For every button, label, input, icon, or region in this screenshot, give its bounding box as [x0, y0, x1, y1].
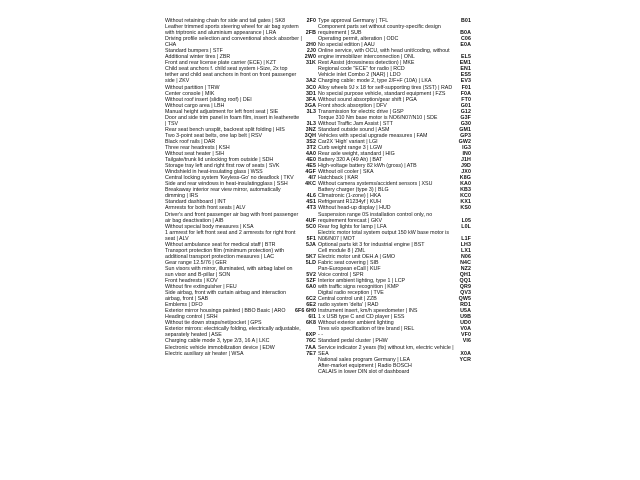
option-code: G30: [460, 120, 471, 127]
option-code: LX1: [460, 247, 471, 254]
option-description: Rear fog lights for lamp | LFA: [318, 223, 387, 230]
option-description: Digital radio reception | TVE: [318, 290, 384, 297]
option-description: Armrests for both front seats | ALV: [165, 205, 246, 212]
option-description: Charging cable: mode 2, type 2/F+F (10A) | LKA: [318, 78, 432, 85]
option-description: Charging cable mode 3, type 2/3, 16 A | LKC: [165, 338, 270, 345]
option-code: 4E0: [306, 157, 316, 164]
option-description: Without roof insert (sliding roof) | DEI: [165, 96, 252, 103]
option-description: Leather trimmed sports steering wheel for air bag system with triptronic and aluminium appearance | LRA: [165, 24, 299, 37]
option-description: High-voltage battery 82 kWh (gross) | ATB: [318, 163, 417, 170]
option-code: EL5: [460, 54, 471, 61]
option-row: [165, 266, 316, 278]
option-description: Front headrests | KOV: [165, 278, 218, 285]
option-code: 4T3: [306, 205, 316, 212]
option-code: QQ1: [459, 278, 471, 285]
option-description: Online service, with OCU, with head unit/coding, without engine immobilizer interconnection | ONL: [318, 48, 450, 61]
option-code: 5JA: [305, 241, 316, 248]
option-row: [165, 115, 316, 127]
option-code: 4GF: [305, 169, 316, 176]
option-row: [165, 187, 316, 199]
option-code: LH3: [460, 241, 471, 248]
option-code: 3S2: [306, 138, 316, 145]
option-description: Driving profile selection and conventional shock absorber | CHA: [165, 36, 302, 49]
option-description: Standard dashboard | INT: [165, 199, 226, 206]
option-description: Vehicle inlet Combo 2 (NAR) | LDO: [318, 72, 401, 79]
option-row: [165, 290, 316, 302]
option-description: Car2X 'High' variant | LGI: [318, 138, 378, 145]
option-code: 76C: [305, 338, 316, 345]
option-code: KB3: [460, 187, 471, 194]
option-description: Central locking system 'Keyless-Go' no deadlock | TKV: [165, 175, 294, 182]
option-description: Sun visors with mirror, illuminated, with airbag label on sun visor and B-pillar | SON: [165, 265, 293, 278]
option-description: No special edition | AAU: [318, 42, 375, 49]
option-description: Battery 320 A (49 Ah) | BAT: [318, 157, 383, 164]
option-code: 2F0: [306, 18, 316, 24]
option-description: Pan-European eCall | KUF: [318, 265, 381, 272]
option-description: - -: [318, 332, 323, 339]
option-code: 6F6 6H0: [294, 308, 316, 315]
option-description: Suspension range 0S installation control only, no requirement forecast | GKV: [318, 211, 433, 224]
option-description: Without exterior ambient lighting: [318, 320, 394, 327]
option-description: Breakaway interior rear view mirror, automatically dimming | IRS: [165, 187, 281, 200]
option-code: 2H0: [305, 42, 316, 49]
option-code: J1H: [460, 157, 471, 164]
option-code: N4C: [460, 259, 471, 266]
option-code: QH1: [459, 271, 471, 278]
option-code: U9B: [460, 314, 471, 321]
option-description: Without special body measures | KSA: [165, 223, 254, 230]
option-description: Front shock absorption | DFV: [318, 102, 387, 109]
option-description: Driver's and front passenger air bag with front passenger air bag deactivation | AIB: [165, 211, 299, 224]
option-row: [318, 48, 471, 60]
option-code: 2J0: [306, 48, 316, 55]
option-code: VI6: [462, 338, 471, 345]
option-description: Interior ambient lighting, type 1 | LCP: [318, 278, 406, 285]
option-code: 3T2: [306, 144, 316, 151]
option-description: Fabric seat covering | SIB: [318, 259, 379, 266]
option-code: EN1: [460, 66, 471, 73]
option-description: Central control unit | ZZB: [318, 296, 377, 303]
option-description: Without ambulance seat for medical staff | BTR: [165, 241, 276, 248]
option-description: Electronic vehicle immobilization device | EDW: [165, 344, 275, 351]
option-description: Without head-up display | HUD: [318, 205, 391, 212]
option-code: 7E7: [306, 350, 316, 357]
option-description: Standard outside sound | ASM: [318, 126, 390, 133]
option-code: KX1: [460, 199, 471, 206]
option-description: Instrument insert, km/h speedometer | INS: [318, 308, 418, 315]
option-code: 3QH: [304, 132, 316, 139]
option-code: 3C0: [305, 84, 316, 91]
option-row: [165, 248, 316, 260]
option-code: 2FB: [305, 30, 316, 37]
option-description: Center console | MIK: [165, 90, 215, 97]
option-code: 5ZF: [306, 278, 316, 285]
option-row: [165, 326, 316, 338]
option-code: 4I7: [308, 175, 316, 182]
option-description: Transmission for electric drive | GSP: [318, 108, 404, 115]
option-code: 4S1: [306, 199, 316, 206]
option-description: Front and rear license plate carrier (ECE) | KZT: [165, 60, 277, 67]
option-code: KS0: [460, 205, 471, 212]
option-description: Side and rear windows in heat-insulatingglass | SSH: [165, 181, 288, 188]
option-code: IG3: [462, 144, 471, 151]
option-code: F01: [461, 84, 471, 91]
option-code: GW2: [458, 138, 471, 145]
option-description: CALAIS in lower DIN slot of dashboard: [318, 368, 410, 375]
option-code: 6K8: [305, 320, 316, 327]
option-description: Tires w/o specification of tire brand | REL: [318, 326, 415, 333]
option-description: Emblems | DFO: [165, 302, 203, 309]
option-description: with traffic signs recognition | KMP: [318, 284, 399, 291]
option-description: Optional parts kit 3 for industrial engine | BST: [318, 241, 425, 248]
option-row: [165, 24, 316, 36]
option-code: E0A: [460, 42, 471, 49]
option-description: Three rear headrests | KSH: [165, 144, 230, 151]
option-description: Standard pedal cluster | PHW: [318, 338, 388, 345]
option-code: 6C2: [305, 296, 316, 303]
option-code: NZ2: [460, 265, 471, 272]
option-description: Exterior mirrors: electrically folding, electrically adjustable, separately heated | ASE: [165, 326, 301, 339]
option-code: QR9: [459, 284, 471, 291]
option-code: 4E5: [306, 163, 316, 170]
option-description: Standard bumpers | STF: [165, 48, 223, 55]
option-row: [318, 212, 471, 224]
option-description: Climatronic (1-zone) | HKA: [318, 193, 381, 200]
option-description: Rear axle weight, standard | HIG: [318, 151, 395, 158]
option-code: 5F1: [306, 235, 316, 242]
option-description: Vehicles with special upgrade measures | FAM: [318, 132, 428, 139]
option-code: 4KC: [305, 181, 316, 188]
option-row: [165, 230, 316, 242]
option-code: 4UF: [305, 217, 316, 224]
option-description: Without cargo area | LBH: [165, 102, 225, 109]
option-code: 5V2: [306, 271, 316, 278]
option-description: Refrigerant R1234yf | KUH: [318, 199, 381, 206]
option-description: Without retaining chain for side and tail gates | SK8: [165, 18, 286, 24]
option-description: Windshield in heat-insulating glass | WSS: [165, 169, 263, 176]
option-code: 5K7: [305, 253, 316, 260]
option-description: Door and side trim panel in foam film, insert in leatherette | TSV: [165, 114, 300, 127]
option-code: VF0: [460, 332, 471, 339]
option-code: QW5: [458, 296, 471, 303]
option-description: Component parts set without country-specific design requirement | SUB: [318, 24, 441, 37]
option-code: G12: [460, 108, 471, 115]
option-code: 5C0: [305, 223, 316, 230]
option-code: 31K: [305, 60, 316, 67]
option-description: Voice control | SPR: [318, 271, 364, 278]
option-code: 6E2: [306, 302, 316, 309]
option-code: RD1: [460, 302, 471, 309]
option-description: Additional winter tires | ZBR: [165, 54, 231, 61]
option-code: B0A: [460, 30, 471, 37]
option-code: 3NZ: [305, 126, 316, 133]
option-row: [318, 345, 471, 357]
option-description: Tailgate/trunk lid unlocking from outside | SDH: [165, 157, 274, 164]
option-code: 6I1: [308, 314, 316, 321]
option-row: [318, 24, 471, 36]
option-description: No special purpose vehicle, standard equipment | FZS: [318, 90, 446, 97]
option-code: K8G: [459, 175, 471, 182]
option-code: 3L3: [306, 120, 316, 127]
option-code: IN0: [462, 151, 471, 158]
option-code: ES5: [460, 72, 471, 79]
option-code: GM1: [459, 126, 471, 133]
option-description: Without partition | TRW: [165, 84, 220, 91]
option-description: Heading control | SRH: [165, 314, 218, 321]
option-code: 3FA: [305, 96, 316, 103]
option-description: Torque 310 Nm base motor is NO6/N07/N10 | SDE: [318, 114, 438, 121]
option-description: Operating permit, alteration | ODC: [318, 36, 399, 43]
option-code: EV3: [460, 78, 471, 85]
option-description: Rest Assist (drowsiness detection) | MKE: [318, 60, 415, 67]
option-description: Cell module 8 | ZML: [318, 247, 366, 254]
option-code: 3L3: [306, 108, 316, 115]
option-description: Transport protection film (minimum protection) with additional transport protection measures | LAC: [165, 247, 285, 260]
option-description: Hatchback | KAR: [318, 175, 359, 182]
option-code: C06: [460, 36, 471, 43]
option-code: UD0: [460, 320, 471, 327]
option-description: Type approval Germany | TFL: [318, 18, 389, 24]
option-code: J9D: [460, 163, 471, 170]
option-description: After-market equipment | Radio BOSCH: [318, 362, 412, 369]
option-row: [318, 230, 471, 242]
option-code: 3A2: [305, 78, 316, 85]
option-description: Side airbag, front with curtain airbag and interaction airbag, front | SAB: [165, 290, 287, 303]
option-description: Black roof rails | DAR: [165, 138, 216, 145]
option-description: Two 3-point seat belts, one lap belt | RSV: [165, 132, 263, 139]
option-code: GP3: [460, 132, 471, 139]
option-code: G01: [460, 102, 471, 109]
option-description: Without tie down straps/net/pocket | GPS: [165, 320, 262, 327]
option-code: F0A: [460, 90, 471, 97]
option-description: 1 armrest for left front seat and 2 armrests for right front seat | ALV: [165, 229, 296, 242]
option-code: 7AA: [305, 344, 316, 351]
option-description: Without camera systems/accident sensors | XSU: [318, 181, 433, 188]
option-description: Gear range 12.5/76 | GER: [165, 259, 227, 266]
option-description: 1 x USB type C and CD player | ESS: [318, 314, 405, 321]
option-code: 5LD: [305, 259, 316, 266]
option-description: Without fire extinguisher | FEU: [165, 284, 237, 291]
option-description: Without seat heater | SIH: [165, 151, 225, 158]
option-description: Without sound absorption/gear shift | PGA: [318, 96, 417, 103]
option-code: JX0: [461, 169, 471, 176]
option-description: Without oil cooler | SKA: [318, 169, 374, 176]
option-row: [165, 212, 316, 224]
option-description: Service indicator 2 years (fix) without km, electric vehicle | SEA: [318, 344, 454, 357]
option-description: Electric auxiliary air heater | WSA: [165, 350, 244, 357]
option-code: 6A0: [305, 284, 316, 291]
option-column-left: [165, 18, 316, 357]
option-code: V0A: [460, 326, 471, 333]
option-code: B01: [460, 18, 471, 24]
option-code: L05: [461, 217, 471, 224]
option-description: Without Traffic Jam Assist | STT: [318, 120, 393, 127]
option-code: FT0: [461, 96, 471, 103]
option-code: YCR: [459, 356, 471, 363]
option-description: National sales program Germany | LEA: [318, 356, 411, 363]
option-description: Manual height adjustment for left front seat | SIE: [165, 108, 279, 115]
option-code: 6XP: [305, 332, 316, 339]
option-row: [165, 66, 316, 84]
option-code: N06: [460, 253, 471, 260]
option-description: Rear seat bench unsplit, backrest split folding | HIS: [165, 126, 285, 133]
option-code: KA0: [460, 181, 471, 188]
option-description: radio system 'delta' | RAD: [318, 302, 379, 309]
option-description: Storage tray left and right first row of seats | SVK: [165, 163, 280, 170]
option-code: 2W0: [304, 54, 316, 61]
option-code: 3GA: [304, 102, 316, 109]
option-code: L0L: [461, 223, 471, 230]
option-description: Exterior mirror housings painted | BBO Basic | ARO: [165, 308, 286, 315]
option-row: [318, 369, 471, 375]
option-code: 4L6: [306, 193, 316, 200]
option-row: [165, 351, 316, 357]
option-code: KC0: [460, 193, 471, 200]
option-code: X0A: [460, 350, 471, 357]
option-row: [165, 36, 316, 48]
option-code: EM1: [459, 60, 471, 67]
option-code: G3F: [460, 114, 471, 121]
option-column-right: [318, 18, 471, 375]
option-description: Alloy wheels 9J x 18 for self-supporting tires (SST) | RAD: [318, 84, 453, 91]
option-code: L1F: [461, 235, 471, 242]
option-description: Child seat anchors f. child seat system i-Size, 2x top tether and child seat anchors in front on front passenger side | ZKV: [165, 66, 297, 85]
option-code: QV3: [460, 290, 471, 297]
option-code: 4A0: [305, 151, 316, 158]
option-code: U5A: [460, 308, 471, 315]
option-description: Regional code "ECE" for radio | RCD: [318, 66, 405, 73]
option-description: Electric motor total system output 150 kW base motor is N06/N07 | MOT: [318, 229, 449, 242]
option-description: Electric motor unit OEH.A | GMO: [318, 253, 396, 260]
option-description: Curb weight range 3 | LGW: [318, 144, 383, 151]
option-code: 3D1: [305, 90, 316, 97]
option-description: Battery charger (type 3) | BLG: [318, 187, 389, 194]
